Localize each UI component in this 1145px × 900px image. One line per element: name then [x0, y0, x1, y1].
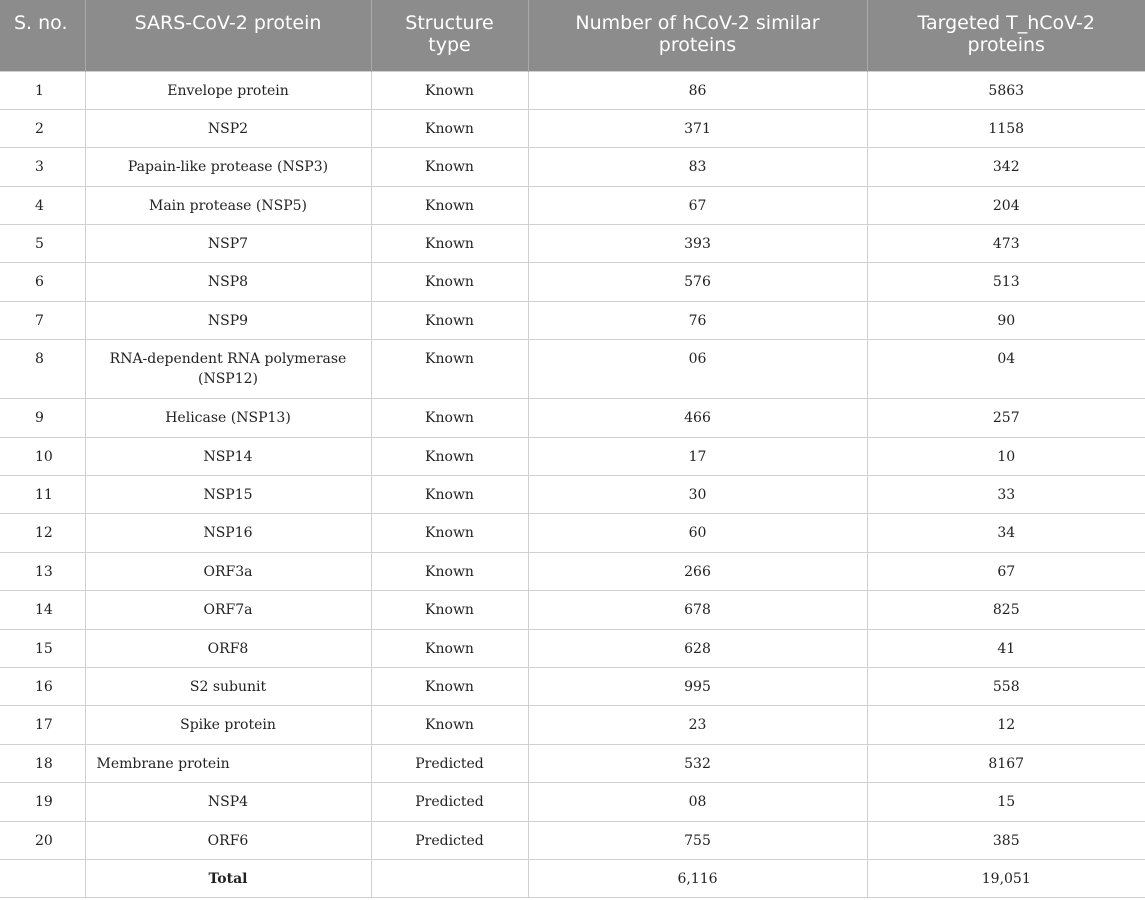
- cell-sno: 7: [0, 301, 85, 339]
- table-row: [0, 399, 1145, 437]
- cell-targeted: 15: [867, 783, 1145, 821]
- cell-similar: 266: [528, 552, 867, 590]
- cell-sno: 16: [0, 667, 85, 705]
- cell-targeted: 34: [867, 514, 1145, 552]
- cell-targeted: 04: [867, 340, 1145, 399]
- cell-structure: Known: [371, 667, 528, 705]
- cell-similar: 576: [528, 263, 867, 301]
- cell-structure: Known: [371, 148, 528, 186]
- cell-similar: 755: [528, 821, 867, 859]
- cell-targeted: 67: [867, 552, 1145, 590]
- cell-structure: Predicted: [371, 821, 528, 859]
- cell-targeted: 12: [867, 706, 1145, 744]
- header-sno: S. no.: [0, 0, 85, 71]
- cell-similar: 83: [528, 148, 867, 186]
- cell-sno: 1: [0, 71, 85, 109]
- cell-sno: 8: [0, 340, 85, 399]
- cell-sno: 17: [0, 706, 85, 744]
- cell-sno-empty: [0, 859, 85, 897]
- cell-targeted: 10: [867, 437, 1145, 475]
- cell-similar: 60: [528, 514, 867, 552]
- cell-similar: 76: [528, 301, 867, 339]
- cell-structure: Known: [371, 629, 528, 667]
- cell-similar: 30: [528, 476, 867, 514]
- cell-structure: Known: [371, 71, 528, 109]
- table-row: [0, 629, 1145, 667]
- cell-similar: 67: [528, 186, 867, 224]
- cell-protein: NSP4: [85, 783, 371, 821]
- header-protein: SARS-CoV-2 protein: [85, 0, 371, 71]
- cell-sno: 5: [0, 225, 85, 263]
- cell-similar: 628: [528, 629, 867, 667]
- cell-structure: Predicted: [371, 783, 528, 821]
- cell-protein: ORF3a: [85, 552, 371, 590]
- table-row: [0, 71, 1145, 109]
- cell-targeted: 8167: [867, 744, 1145, 782]
- table-row: [0, 667, 1145, 705]
- cell-structure: Known: [371, 552, 528, 590]
- cell-protein: ORF8: [85, 629, 371, 667]
- table-row: [0, 186, 1145, 224]
- cell-structure: Known: [371, 186, 528, 224]
- cell-protein: S2 subunit: [85, 667, 371, 705]
- cell-structure: Known: [371, 399, 528, 437]
- cell-similar: 678: [528, 591, 867, 629]
- cell-similar: 23: [528, 706, 867, 744]
- cell-protein: ORF6: [85, 821, 371, 859]
- header-row: [0, 0, 1145, 71]
- cell-similar: 532: [528, 744, 867, 782]
- cell-similar: 995: [528, 667, 867, 705]
- cell-targeted: 204: [867, 186, 1145, 224]
- cell-targeted: 257: [867, 399, 1145, 437]
- cell-targeted: 342: [867, 148, 1145, 186]
- cell-sno: 11: [0, 476, 85, 514]
- cell-protein: NSP9: [85, 301, 371, 339]
- cell-sno: 13: [0, 552, 85, 590]
- total-row: [0, 859, 1145, 897]
- cell-structure: Known: [371, 706, 528, 744]
- table-row: [0, 706, 1145, 744]
- cell-sno: 19: [0, 783, 85, 821]
- cell-structure: Known: [371, 476, 528, 514]
- cell-structure: Predicted: [371, 744, 528, 782]
- cell-sno: 20: [0, 821, 85, 859]
- total-label: Total: [85, 859, 371, 897]
- table-row: [0, 340, 1145, 399]
- cell-similar: 08: [528, 783, 867, 821]
- cell-protein: NSP15: [85, 476, 371, 514]
- cell-structure-empty: [371, 859, 528, 897]
- cell-similar: 86: [528, 71, 867, 109]
- table-row: [0, 263, 1145, 301]
- cell-structure: Known: [371, 340, 528, 399]
- table-row: [0, 552, 1145, 590]
- cell-sno: 3: [0, 148, 85, 186]
- cell-sno: 14: [0, 591, 85, 629]
- header-structure-type: Structure type: [371, 0, 528, 71]
- cell-structure: Known: [371, 263, 528, 301]
- cell-protein: NSP14: [85, 437, 371, 475]
- cell-targeted: 90: [867, 301, 1145, 339]
- table-row: [0, 744, 1145, 782]
- cell-protein: RNA-dependent RNA polymerase (NSP12): [85, 340, 371, 399]
- cell-similar: 371: [528, 109, 867, 147]
- cell-targeted: 513: [867, 263, 1145, 301]
- table-row: [0, 437, 1145, 475]
- cell-protein: NSP8: [85, 263, 371, 301]
- cell-targeted: 385: [867, 821, 1145, 859]
- cell-sno: 12: [0, 514, 85, 552]
- total-targeted: 19,051: [867, 859, 1145, 897]
- cell-protein: NSP2: [85, 109, 371, 147]
- cell-protein: Membrane protein: [85, 744, 371, 782]
- table-row: [0, 148, 1145, 186]
- table-row: [0, 109, 1145, 147]
- cell-similar: 06: [528, 340, 867, 399]
- cell-structure: Known: [371, 437, 528, 475]
- cell-protein: Envelope protein: [85, 71, 371, 109]
- cell-sno: 18: [0, 744, 85, 782]
- table-row: [0, 301, 1145, 339]
- table-row: [0, 476, 1145, 514]
- cell-targeted: 33: [867, 476, 1145, 514]
- cell-similar: 393: [528, 225, 867, 263]
- table-row: [0, 514, 1145, 552]
- cell-protein: Spike protein: [85, 706, 371, 744]
- cell-protein: NSP7: [85, 225, 371, 263]
- table-row: [0, 783, 1145, 821]
- header-similar-count: Number of hCoV-2 similar proteins: [528, 0, 867, 71]
- cell-targeted: 558: [867, 667, 1145, 705]
- cell-sno: 10: [0, 437, 85, 475]
- total-similar: 6,116: [528, 859, 867, 897]
- cell-similar: 466: [528, 399, 867, 437]
- cell-protein: Papain-like protease (NSP3): [85, 148, 371, 186]
- cell-sno: 15: [0, 629, 85, 667]
- cell-targeted: 41: [867, 629, 1145, 667]
- cell-sno: 6: [0, 263, 85, 301]
- cell-sno: 9: [0, 399, 85, 437]
- cell-protein: NSP16: [85, 514, 371, 552]
- cell-protein: Main protease (NSP5): [85, 186, 371, 224]
- cell-targeted: 1158: [867, 109, 1145, 147]
- cell-similar: 17: [528, 437, 867, 475]
- cell-sno: 4: [0, 186, 85, 224]
- cell-structure: Known: [371, 301, 528, 339]
- cell-targeted: 473: [867, 225, 1145, 263]
- cell-structure: Known: [371, 514, 528, 552]
- table-header: [0, 0, 1145, 71]
- table-body: [0, 71, 1145, 898]
- cell-targeted: 825: [867, 591, 1145, 629]
- cell-structure: Known: [371, 109, 528, 147]
- cell-targeted: 5863: [867, 71, 1145, 109]
- cell-sno: 2: [0, 109, 85, 147]
- cell-structure: Known: [371, 591, 528, 629]
- cell-protein: Helicase (NSP13): [85, 399, 371, 437]
- cell-structure: Known: [371, 225, 528, 263]
- table-row: [0, 591, 1145, 629]
- cell-protein: ORF7a: [85, 591, 371, 629]
- table-row: [0, 821, 1145, 859]
- header-targeted-count: Targeted T_hCoV-2 proteins: [867, 0, 1145, 71]
- table-row: [0, 225, 1145, 263]
